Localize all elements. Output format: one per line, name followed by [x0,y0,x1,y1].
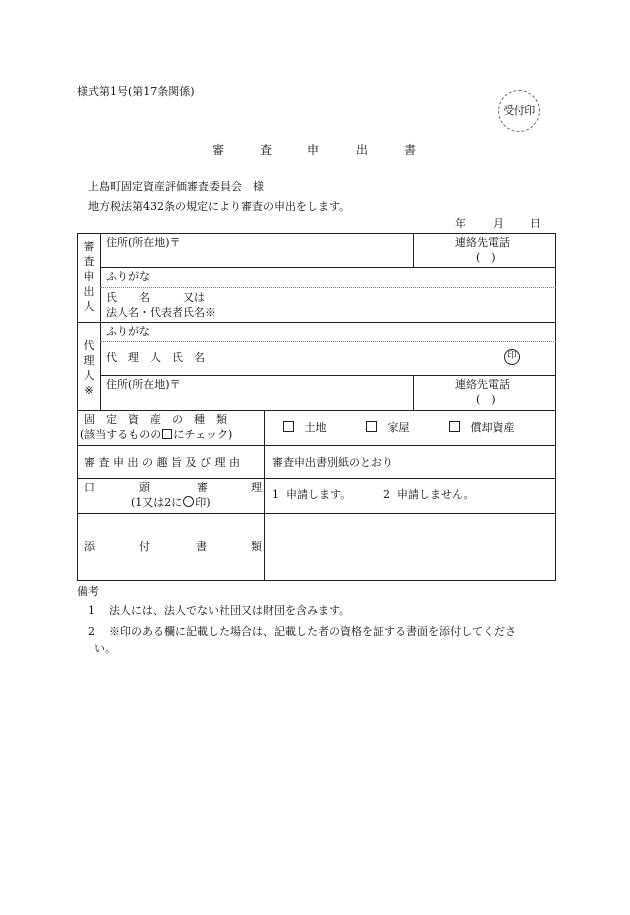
checkbox-depreciable[interactable] [449,421,460,432]
attachments-label-char: 添 [84,540,95,553]
agent-furigana-field[interactable]: ふりがな [106,325,150,338]
reason-value[interactable]: 審査申出書別紙のとおり [272,456,393,469]
oral-label-hint: (1又は2に 印) [131,496,211,509]
attachments-field[interactable] [266,515,554,579]
notes-heading: 備考 [77,585,99,598]
applicant-name-field[interactable]: 法人名・代表者氏名※ [106,306,216,319]
attachments-label-char: 書 [196,540,207,553]
title-char: 査 [260,143,273,157]
statement: 地方税法第432条の規定により審査の申出をします。 [88,200,351,213]
date-month[interactable]: 月 [493,217,504,230]
applicant-phone-field[interactable]: ( ) [476,251,496,264]
agent-address-field[interactable]: 住所(所在地)〒 [106,378,181,391]
oral-label-char: 頭 [139,481,150,494]
reception-stamp-label: 受付印 [503,103,535,117]
note-item-2: 2 ※印のある欄に記載した場合は、記載した者の資格を証する書面を添付してくださ [88,625,516,638]
agent-phone-label: 連絡先電話 [455,378,510,391]
title-char: 審 [212,143,225,157]
checkbox-land[interactable] [283,421,294,432]
attachments-label-char: 付 [139,540,150,553]
reason-label: 審 査 申 出 の 趣 旨 及 び 理 由 [84,456,240,469]
title-char: 申 [307,143,320,157]
oral-option-request[interactable]: 1 申請します。 [272,488,352,501]
asset-option-depreciable[interactable]: 償却資産 [449,421,515,435]
note-item-2-continued: い。 [94,642,116,655]
agent-side-label: 代 理 人 ※ [83,339,95,397]
applicant-side-label: 審 査 申 出 人 [83,240,95,313]
reception-stamp [498,90,540,132]
checkbox-symbol-icon [162,429,172,439]
asset-option-land[interactable]: 土地 [283,421,327,435]
date-year[interactable]: 年 [455,217,466,230]
attachments-label-char: 類 [251,540,262,553]
asset-type-label: 固 定 資 産 の 種 類 [84,413,227,426]
agent-phone-field[interactable]: ( ) [476,393,496,406]
date-day[interactable]: 日 [530,217,541,230]
note-item-1: 1 法人には、法人でない社団又は財団を含みます。 [88,604,351,617]
applicant-phone-label: 連絡先電話 [455,236,510,249]
oral-option-no-request[interactable]: 2 申請しません。 [383,488,475,501]
oral-label-char: 審 [197,481,208,494]
title-char: 書 [404,143,417,157]
addressee: 上島町固定資産評価審査委員会 様 [88,180,264,193]
checkbox-house[interactable] [366,421,377,432]
applicant-furigana-field[interactable]: ふりがな [106,270,150,283]
form-number: 様式第1号(第17条関係) [77,85,195,98]
seal-mark: 印 [504,349,520,365]
asset-option-house[interactable]: 家屋 [366,421,410,435]
circle-symbol-icon [183,496,194,507]
oral-label-char: 理 [251,481,262,494]
title-char: 出 [356,143,369,157]
asset-type-hint: (該当するものの にチェック) [80,428,233,441]
agent-name-field[interactable]: 代 理 人 氏 名 [106,351,205,364]
applicant-address-field[interactable]: 住所(所在地)〒 [106,236,181,249]
applicant-name-label-1: 氏 名 又は [106,291,205,304]
oral-label-char: 口 [84,481,95,494]
